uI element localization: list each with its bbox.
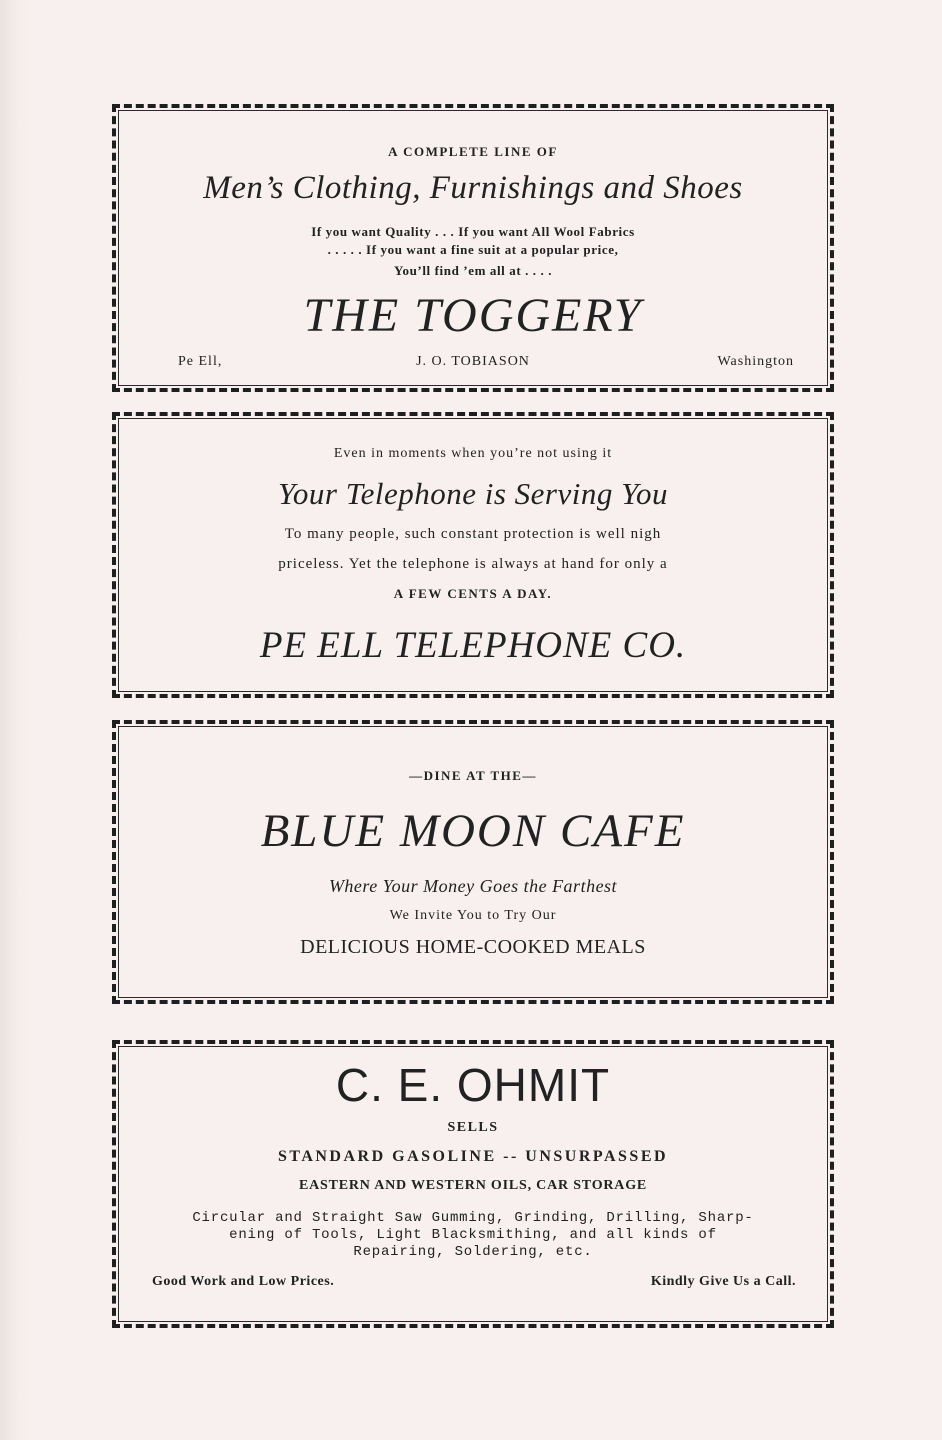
ohmit-sells: SELLS <box>447 1120 499 1135</box>
toggery-headline: Men’s Clothing, Furnishings and Shoes <box>203 170 743 206</box>
toggery-state: Washington <box>717 354 794 369</box>
telephone-body-line: To many people, such constant protection is well nigh <box>284 526 662 542</box>
toggery-name: THE TOGGERY <box>303 289 643 342</box>
ohmit-services-line: ening of Tools, Light Blacksmithing, and all kinds of <box>229 1227 717 1243</box>
ohmit-oils: EASTERN AND WESTERN OILS, CAR STORAGE <box>298 1178 648 1193</box>
telephone-lead: Even in moments when you’re not using it <box>333 446 613 461</box>
telephone-emphasis: A FEW CENTS A DAY. <box>393 586 553 601</box>
telephone-advertisement <box>112 412 834 698</box>
bluemoon-advertisement <box>112 720 834 1004</box>
ohmit-footer-right: Kindly Give Us a Call. <box>650 1274 796 1289</box>
ohmit-services-line: Circular and Straight Saw Gumming, Grinding, Drilling, Sharp- <box>192 1210 754 1226</box>
telephone-headline: Your Telephone is Serving You <box>277 476 668 511</box>
ohmit-advertisement <box>112 1040 834 1328</box>
toggery-body-line: If you want Quality . . . If you want All Wool Fabrics <box>311 224 635 239</box>
ohmit-services-line: Repairing, Soldering, etc. <box>353 1244 593 1260</box>
toggery-town: Pe Ell, <box>178 354 223 369</box>
bluemoon-slogan: Where Your Money Goes the Farthest <box>328 876 618 896</box>
bluemoon-lead: —DINE AT THE— <box>409 768 537 783</box>
ohmit-gasoline: STANDARD GASOLINE -- UNSURPASSED <box>277 1148 669 1165</box>
ohmit-name: C. E. OHMIT <box>335 1059 611 1111</box>
toggery-lead: A COMPLETE LINE OF <box>388 144 558 159</box>
telephone-body-line: priceless. Yet the telephone is always at hand for only a <box>278 556 668 572</box>
ohmit-footer-left: Good Work and Low Prices. <box>152 1274 335 1289</box>
toggery-body-line: You’ll find ’em all at . . . . <box>393 263 553 278</box>
bluemoon-name: BLUE MOON CAFE <box>260 805 686 857</box>
toggery-advertisement <box>112 104 834 392</box>
bluemoon-invite: We Invite You to Try Our <box>389 908 557 923</box>
telephone-company-name: PE ELL TELEPHONE CO. <box>259 625 687 666</box>
toggery-body-line: . . . . . If you want a fine suit at a popular price, <box>327 242 619 257</box>
page-binding-shadow <box>0 0 30 1440</box>
bluemoon-meals: DELICIOUS HOME-COOKED MEALS <box>300 936 646 958</box>
toggery-proprietor: J. O. TOBIASON <box>416 354 530 369</box>
